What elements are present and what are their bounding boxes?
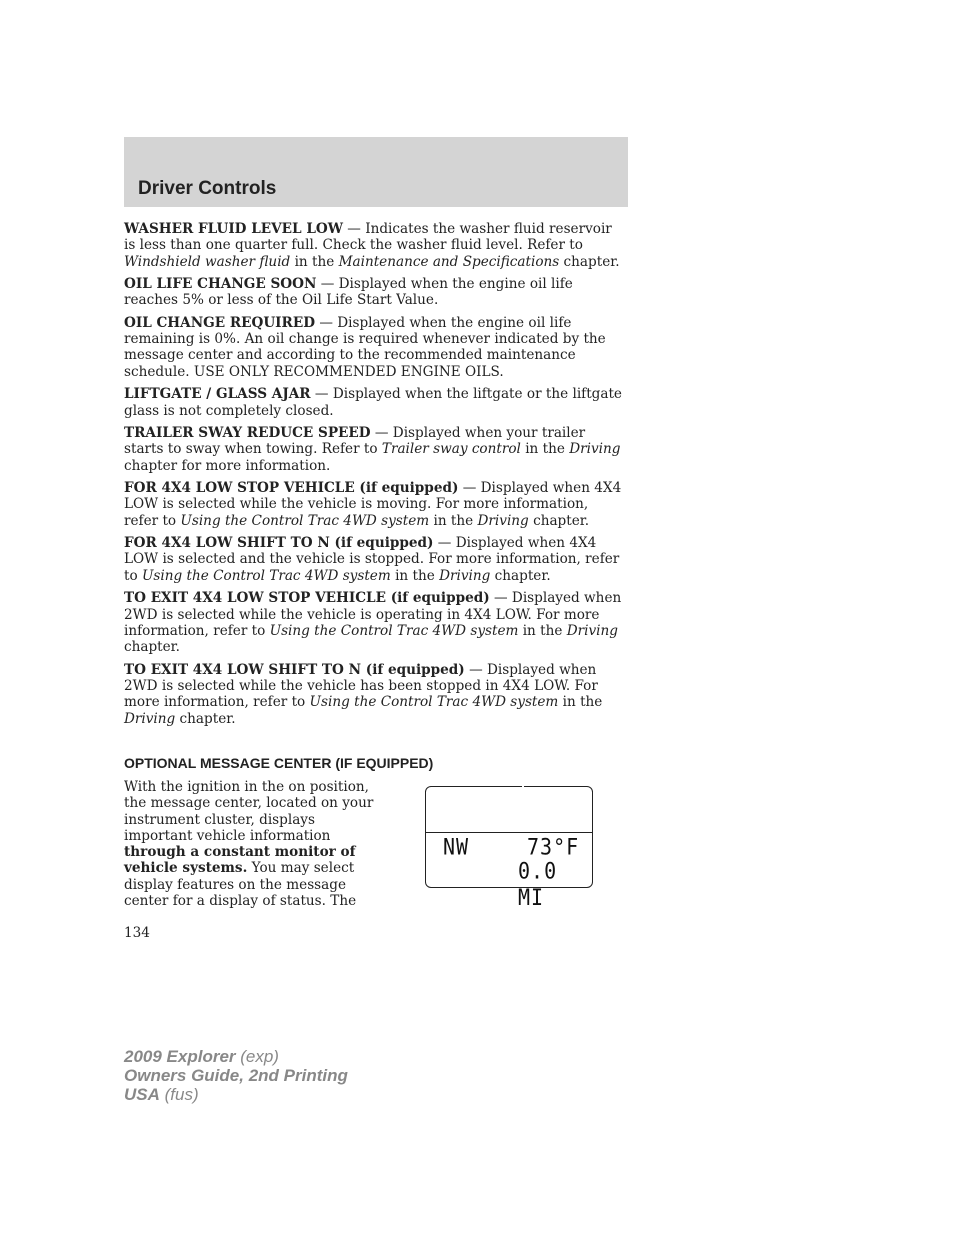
intro-bold-text: through a constant monitor of vehicle systems. <box>124 844 356 877</box>
message-reference: Driving <box>477 512 529 529</box>
message-desc: — Displayed when the liftgate or the liftgate glass is not completely closed. <box>124 386 622 419</box>
message-desc: chapter. <box>124 639 181 656</box>
footer-code: (fus) <box>159 1085 199 1104</box>
intro-text: With the ignition in the on position, the message center, located on your instrument cluster, displays important vehicle information <box>124 779 374 844</box>
message-item <box>124 590 624 655</box>
display-notch <box>522 786 524 788</box>
message-desc: chapter for more information. <box>124 457 331 474</box>
message-reference: Maintenance and Specifications <box>338 253 560 270</box>
message-desc: in the <box>390 567 440 584</box>
message-desc: chapter. <box>528 512 590 529</box>
section-heading: OPTIONAL MESSAGE CENTER (IF EQUIPPED) <box>124 755 434 771</box>
message-desc: in the <box>558 694 603 711</box>
message-desc: — Displayed when 4X4 LOW is selected and the vehicle is stopped. For more information, refer to <box>124 535 620 584</box>
message-item <box>124 276 624 309</box>
message-desc: chapter. <box>559 253 620 270</box>
message-center-display-illustration <box>425 786 593 911</box>
message-term: OIL LIFE CHANGE SOON <box>124 276 317 293</box>
message-desc: — Displayed when 2WD is selected while the vehicle is operating in 4X4 LOW. For more information, refer to <box>124 590 622 639</box>
message-term: TO EXIT 4X4 LOW STOP VEHICLE (if equipped) <box>124 590 490 607</box>
footer-model: 2009 Explorer <box>124 1047 236 1066</box>
message-desc: chapter. <box>490 567 551 584</box>
message-desc: — Indicates the washer fluid reservoir is less than one quarter full. Check the washer fluid level. Refer to <box>124 221 612 254</box>
message-reference: Using the Control Trac 4WD system <box>180 512 430 529</box>
message-list <box>124 221 624 733</box>
footer-printing: Owners Guide, 2nd Printing <box>124 1066 348 1085</box>
message-term: TO EXIT 4X4 LOW SHIFT TO N (if equipped) <box>124 661 465 678</box>
message-reference: Using the Control Trac 4WD system <box>269 622 519 639</box>
message-desc: — Displayed when 2WD is selected while the vehicle has been stopped in 4X4 LOW. For more information, refer to <box>124 661 598 711</box>
message-desc: — Displayed when 4X4 LOW is selected while the vehicle is moving. For more information, refer to <box>124 480 622 529</box>
message-desc: in the <box>290 253 339 270</box>
message-desc: in the <box>518 622 567 639</box>
chapter-title: Driver Controls <box>138 178 277 199</box>
page-number: 134 <box>124 925 150 941</box>
message-term: OIL CHANGE REQUIRED <box>124 314 315 331</box>
distance-readout: 0.0 MI <box>518 857 558 911</box>
footer-market: USA <box>124 1085 160 1104</box>
message-desc: — Displayed when the engine oil life remaining is 0%. An oil change is required whenever indicated by the message center and according to the recommended maintenance schedule. USE ONLY RECOMMENDED ENGINE OILS. <box>124 314 606 380</box>
message-desc: in the <box>429 512 478 529</box>
message-term: FOR 4X4 LOW SHIFT TO N (if equipped) <box>124 535 434 552</box>
message-reference: Using the Control Trac 4WD system <box>309 694 559 711</box>
document-footer <box>124 1047 348 1104</box>
compass-direction-readout: NW <box>443 833 470 861</box>
message-item <box>124 386 624 419</box>
message-reference: Driving <box>124 710 176 727</box>
message-desc: — Displayed when your trailer starts to sway when towing. Refer to <box>124 425 586 458</box>
message-item <box>124 535 624 584</box>
message-reference: Driving <box>569 441 621 458</box>
temperature-readout: 73°F <box>527 833 580 861</box>
message-desc: chapter. <box>175 710 236 727</box>
message-item <box>124 662 624 727</box>
message-desc: — Displayed when the engine oil life reaches 5% or less of the Oil Life Start Value. <box>124 276 573 309</box>
footer-code: (exp) <box>235 1047 279 1066</box>
message-term: WASHER FLUID LEVEL LOW <box>124 221 343 237</box>
message-desc: in the <box>520 441 570 458</box>
message-reference: Windshield washer fluid <box>124 253 291 270</box>
message-item <box>124 480 624 529</box>
message-reference: Using the Control Trac 4WD system <box>141 567 391 584</box>
message-item <box>124 221 624 270</box>
message-item <box>124 425 624 474</box>
message-term: TRAILER SWAY REDUCE SPEED <box>124 425 371 442</box>
message-term: LIFTGATE / GLASS AJAR <box>124 386 311 403</box>
message-reference: Driving <box>566 622 618 639</box>
message-reference: Trailer sway control <box>381 441 521 458</box>
message-item <box>124 315 624 380</box>
message-reference: Driving <box>439 567 491 584</box>
message-term: FOR 4X4 LOW STOP VEHICLE (if equipped) <box>124 480 459 497</box>
section-intro <box>124 779 386 909</box>
intro-text: You may select display features on the message center for a display of status. The <box>124 860 357 910</box>
